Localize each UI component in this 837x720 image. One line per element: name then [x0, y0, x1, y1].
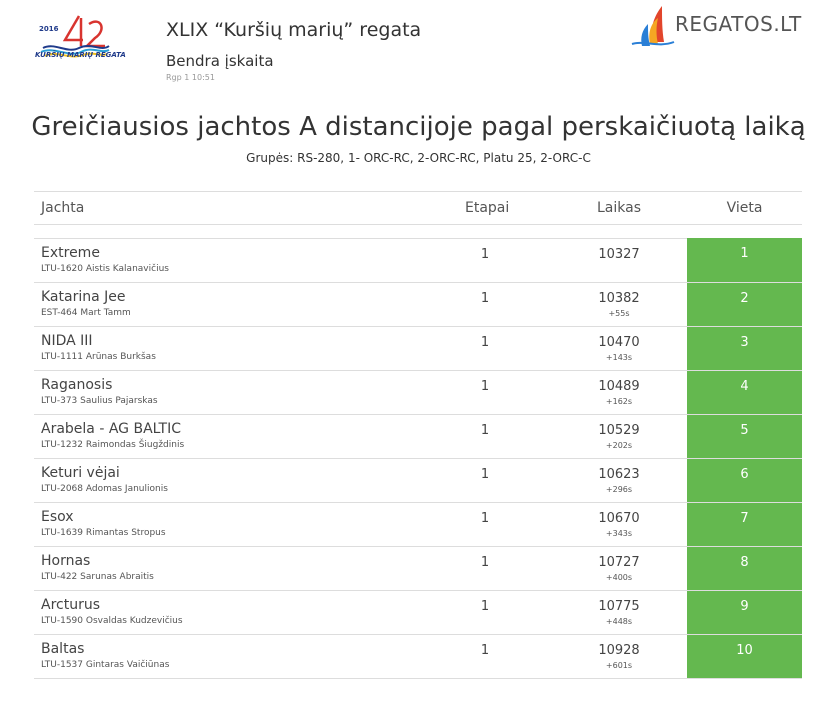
yacht-sail-skipper: LTU-422 Sarunas Abraitis [41, 572, 154, 582]
place-badge: 2 [687, 283, 802, 326]
yacht-name[interactable]: Arabela - AG BALTIC [41, 421, 181, 437]
regatta-title: XLIX “Kuršių marių” regata [166, 19, 422, 41]
table-row[interactable] [34, 459, 802, 503]
place-badge: 10 [687, 635, 802, 678]
table-spacer [34, 225, 802, 239]
yacht-sail-skipper: LTU-1232 Raimondas Šiugždinis [41, 440, 185, 450]
stages-count: 1 [480, 379, 490, 394]
yacht-name[interactable]: Extreme [41, 245, 100, 261]
place-badge: 7 [687, 503, 802, 546]
time-difference: +400s [605, 573, 633, 582]
place-badge: 8 [687, 547, 802, 590]
corrected-time: 10670 [598, 511, 640, 526]
column-header-time[interactable]: Laikas [596, 200, 641, 216]
table-header [34, 191, 802, 225]
stages-count: 1 [480, 555, 490, 570]
stages-count: 1 [480, 467, 490, 482]
yacht-name[interactable]: Hornas [41, 553, 91, 569]
time-difference: +162s [605, 397, 633, 406]
column-header-stages[interactable]: Etapai [465, 200, 510, 216]
update-timestamp: Rgp 1 10:51 [166, 73, 215, 82]
table-row[interactable] [34, 283, 802, 327]
table-row[interactable] [34, 635, 802, 679]
table-row[interactable] [34, 239, 802, 283]
yacht-name[interactable]: Esox [41, 509, 74, 525]
stages-count: 1 [480, 423, 490, 438]
place-badge: 4 [687, 371, 802, 414]
table-row[interactable] [34, 371, 802, 415]
time-difference: +55s [608, 309, 630, 318]
corrected-time: 10489 [598, 379, 640, 394]
table-row[interactable] [34, 503, 802, 547]
stages-count: 1 [480, 291, 490, 306]
time-difference: +143s [605, 353, 633, 362]
table-body [34, 239, 802, 679]
place-badge: 9 [687, 591, 802, 634]
table-row[interactable] [34, 591, 802, 635]
table-row[interactable] [34, 327, 802, 371]
yacht-sail-skipper: LTU-373 Saulius Pajarskas [41, 396, 158, 406]
corrected-time: 10727 [598, 555, 640, 570]
time-difference: +601s [605, 661, 633, 670]
column-header-place[interactable]: Vieta [726, 200, 763, 216]
stages-count: 1 [480, 335, 490, 350]
yacht-sail-skipper: EST-464 Mart Tamm [41, 308, 131, 318]
corrected-time: 10470 [598, 335, 640, 350]
logo-year: 2016 [39, 25, 59, 33]
yacht-name[interactable]: Katarina Jee [41, 289, 126, 305]
stages-count: 1 [480, 247, 490, 262]
time-difference: +343s [605, 529, 633, 538]
stages-count: 1 [480, 599, 490, 614]
yacht-name[interactable]: NIDA III [41, 333, 93, 349]
place-badge: 5 [687, 415, 802, 458]
corrected-time: 10327 [598, 247, 640, 262]
results-table [34, 191, 802, 679]
corrected-time: 10623 [598, 467, 640, 482]
corrected-time: 10529 [598, 423, 640, 438]
column-header-yacht[interactable]: Jachta [41, 200, 85, 216]
standings-subtitle: Bendra įskaita [166, 52, 274, 70]
yacht-sail-skipper: LTU-1537 Gintaras Vaičiūnas [41, 660, 170, 670]
place-badge: 6 [687, 459, 802, 502]
logo-caption: KURŠIŲ MARIŲ REGATA [35, 51, 126, 59]
time-difference: +296s [605, 485, 633, 494]
page-header [0, 0, 837, 95]
stages-count: 1 [480, 511, 490, 526]
yacht-name[interactable]: Keturi vėjai [41, 465, 120, 481]
corrected-time: 10382 [598, 291, 640, 306]
brand-name: REGATOS.LT [675, 12, 802, 36]
place-badge: 1 [687, 238, 802, 282]
yacht-name[interactable]: Baltas [41, 641, 85, 657]
groups-line: Grupės: RS-280, 1- ORC-RC, 2-ORC-RC, Platu 25, 2-ORC-C [246, 151, 591, 165]
yacht-sail-skipper: LTU-1111 Arūnas Burkšas [41, 352, 156, 362]
table-row[interactable] [34, 547, 802, 591]
corrected-time: 10775 [598, 599, 640, 614]
yacht-name[interactable]: Raganosis [41, 377, 113, 393]
table-row[interactable] [34, 415, 802, 459]
time-difference: +448s [605, 617, 633, 626]
yacht-name[interactable]: Arcturus [41, 597, 101, 613]
yacht-sail-skipper: LTU-1590 Osvaldas Kudzevičius [41, 616, 183, 626]
yacht-sail-skipper: LTU-1620 Aistis Kalanavičius [41, 264, 169, 274]
stages-count: 1 [480, 643, 490, 658]
place-badge: 3 [687, 327, 802, 370]
yacht-sail-skipper: LTU-1639 Rimantas Stropus [41, 528, 166, 538]
corrected-time: 10928 [598, 643, 640, 658]
page-heading: Greičiausios jachtos A distancijoje pagal perskaičiuotą laiką [31, 112, 806, 142]
time-difference: +202s [605, 441, 633, 450]
yacht-sail-skipper: LTU-2068 Adomas Janulionis [41, 484, 168, 494]
